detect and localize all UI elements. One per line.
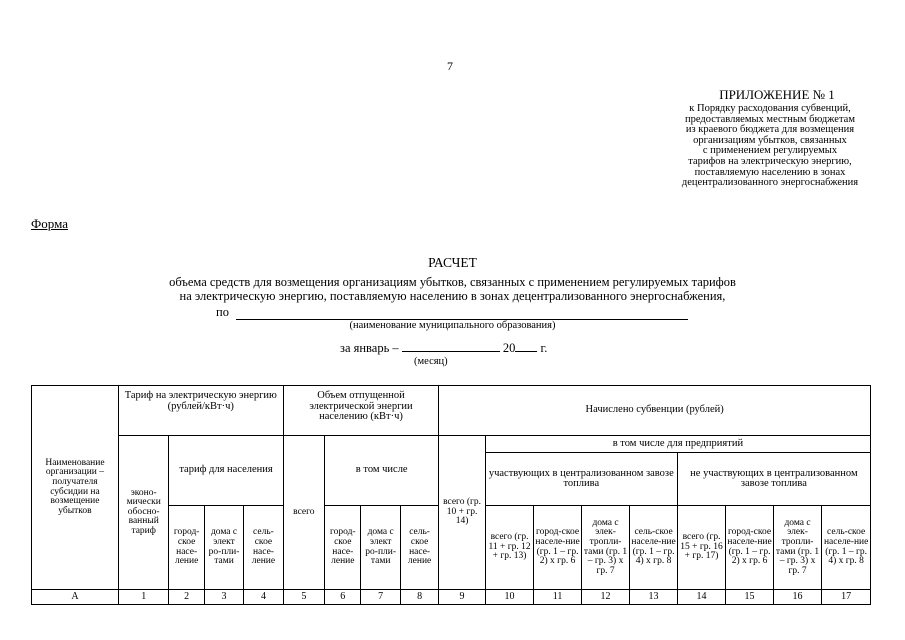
header-non-participating: не участвующих в централизованном завозе топлива	[677, 453, 870, 506]
year-prefix: 20	[502, 341, 516, 355]
page-number: 7	[447, 59, 453, 73]
year-blank	[515, 340, 537, 352]
header-nonpart-stove: дома с элек-тропли-тами (гр. 1 – гр. 3) х гр. 7	[773, 506, 822, 590]
header-tariff-urban: город-ское насе-ление	[169, 506, 204, 590]
header-volume: Объем отпущенной электрической энергии населению (кВт·ч)	[283, 386, 439, 436]
column-number: 2	[169, 590, 204, 605]
appendix-line: из краевого бюджета для возмещения	[685, 124, 855, 136]
header-nonpart-rural: сель-ское населе-ние (гр. 1 – гр. 4) х гр. 8	[822, 506, 871, 590]
header-part-urban: город-ское населе-ние (гр. 1 – гр. 2) х гр. 6	[534, 506, 582, 590]
month-caption: (месяц)	[414, 356, 448, 367]
column-number: 13	[630, 590, 678, 605]
header-subsidy-total: всего (гр. 10 + гр. 14)	[439, 436, 485, 590]
po-label: по	[216, 305, 229, 319]
column-number: 6	[325, 590, 361, 605]
column-number: 4	[244, 590, 283, 605]
column-number: 1	[118, 590, 169, 605]
appendix-block	[640, 88, 900, 189]
calc-subtitle	[0, 276, 905, 303]
appendix-line: с применением регулируемых	[702, 145, 838, 157]
column-number: 7	[361, 590, 400, 605]
month-prefix: за январь –	[340, 341, 399, 355]
appendix-heading: ПРИЛОЖЕНИЕ № 1	[719, 87, 835, 102]
header-tariff: Тариф на электрическую энергию (рублей/кВт·ч)	[118, 386, 283, 436]
form-label: Форма	[31, 216, 68, 231]
header-volume-total: всего	[283, 436, 324, 590]
calculation-table	[31, 385, 871, 605]
header-tariff-population: тариф для населения	[169, 436, 283, 506]
column-number: 12	[581, 590, 630, 605]
header-organization: Наименование организации – получателя субсидии на возмещение убытков	[32, 386, 119, 590]
header-part-total: всего (гр. 11 + гр. 12 + гр. 13)	[485, 506, 534, 590]
header-nonpart-total: всего (гр. 15 + гр. 16 + гр. 17)	[677, 506, 726, 590]
header-volume-stove: дома с элект ро-пли-тами	[361, 506, 400, 590]
month-blank	[402, 340, 500, 352]
appendix-line: тарифов на электрическую энергию,	[688, 155, 852, 167]
header-volume-rural: сель-ское насе-ление	[400, 506, 438, 590]
column-number: 14	[677, 590, 726, 605]
column-number: 15	[726, 590, 774, 605]
appendix-line: поставляемую населению в зонах	[694, 166, 846, 178]
month-line	[340, 340, 547, 356]
header-subsidy-incl: в том числе для предприятий	[485, 436, 870, 453]
header-part-stove: дома с элек-тропли-тами (гр. 1 – гр. 3) х гр. 7	[581, 506, 630, 590]
header-subsidy: Начислено субвенции (рублей)	[439, 386, 871, 436]
appendix-line: организациям убытков, связанных	[693, 134, 847, 146]
calc-title: РАСЧЕТ	[428, 255, 477, 270]
year-suffix: г.	[540, 341, 548, 355]
header-economic-tariff: эконо-мически обосно-ванный тариф	[118, 436, 169, 590]
calc-subtitle-line: на электрическую энергию, поставляемую населению в зонах децентрализованного энергоснабжения,	[179, 288, 726, 303]
header-tariff-stove: дома с элект ро-пли-тами	[204, 506, 243, 590]
column-number: 17	[822, 590, 871, 605]
calc-subtitle-line: объема средств для возмещения организациям убытков, связанных с применением регулируемых тарифов	[169, 275, 736, 289]
appendix-line: к Порядку расходования субвенций,	[689, 103, 851, 114]
column-number: 5	[283, 590, 324, 605]
appendix-line: децентрализованного энергоснабжения	[681, 177, 859, 189]
header-volume-incl: в том числе	[325, 436, 439, 506]
column-number: 11	[534, 590, 582, 605]
appendix-line: предоставляемых местным бюджетам	[685, 113, 855, 125]
header-part-rural: сель-ское населе-ние (гр. 1 – гр. 4) х гр. 8	[630, 506, 678, 590]
column-number: 16	[773, 590, 822, 605]
municipality-caption: (наименование муниципального образования)	[349, 320, 556, 331]
header-volume-urban: город-ское насе-ление	[325, 506, 361, 590]
column-number-row	[32, 590, 871, 605]
header-nonpart-urban: город-ское населе-ние (гр. 1 – гр. 2) х гр. 6	[726, 506, 774, 590]
column-number: А	[32, 590, 119, 605]
column-number: 3	[204, 590, 243, 605]
column-number: 8	[400, 590, 438, 605]
column-number: 9	[439, 590, 485, 605]
header-participating: участвующих в централизованном завозе топлива	[485, 453, 677, 506]
header-tariff-rural: сель-ское насе-ление	[244, 506, 283, 590]
column-number: 10	[485, 590, 534, 605]
